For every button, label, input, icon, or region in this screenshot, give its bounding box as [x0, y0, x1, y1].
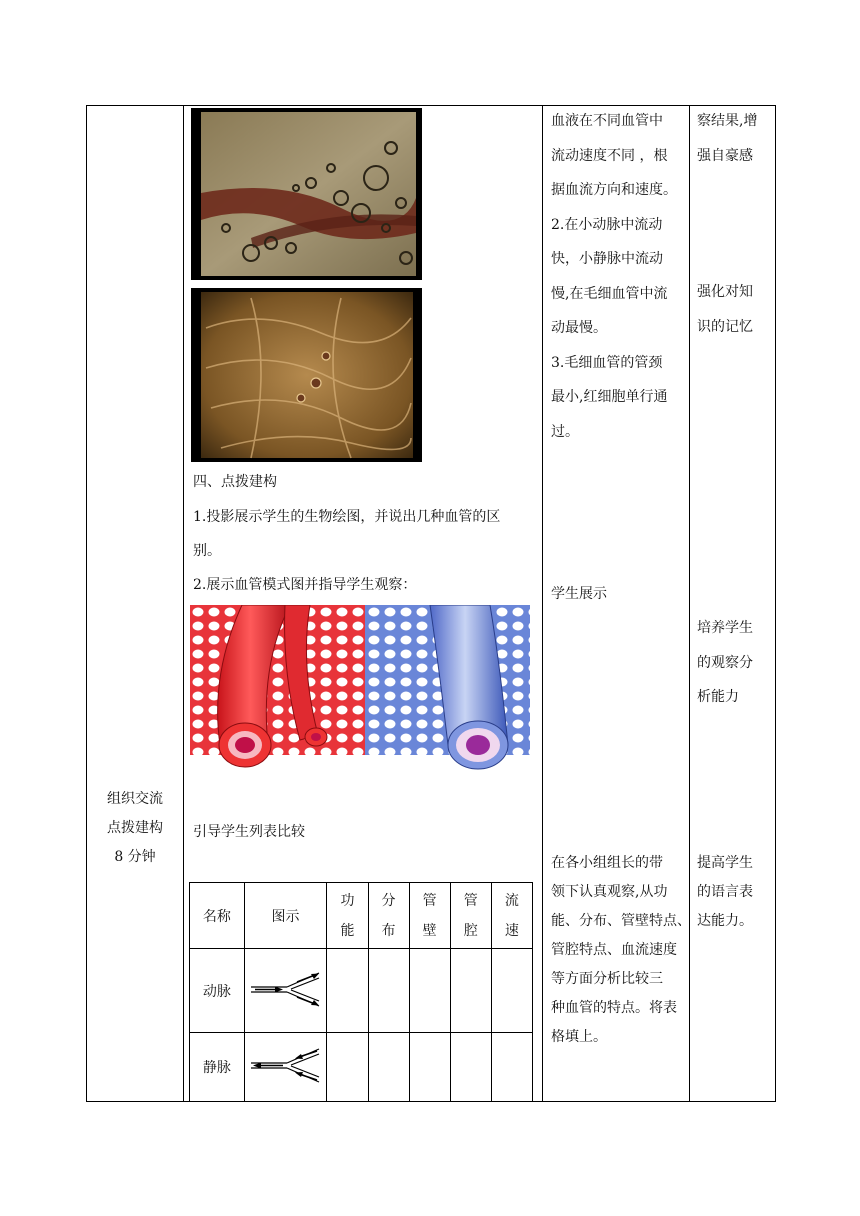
table-cell: [368, 949, 409, 1033]
text-line: 强自豪感: [697, 147, 753, 164]
intent-block-2: [697, 275, 753, 344]
intent-block-4: [697, 849, 753, 936]
header-function: [327, 883, 368, 949]
header-wall-c2: 壁: [422, 922, 437, 939]
header-function-c2: 能: [340, 922, 355, 939]
header-function-c1: 功: [340, 892, 355, 909]
text-line: 动最慢。: [551, 320, 607, 336]
text-line: 析能力: [697, 689, 739, 705]
stage-line-3: 8 分钟: [114, 849, 156, 865]
stage-line-2: 点拨建构: [107, 820, 163, 836]
item2: 2.展示血管模式图并指导学生观察：: [193, 577, 417, 593]
blood-vessel-model-diagram: [190, 605, 530, 773]
table-row: [190, 949, 533, 1033]
text-line: 慢,在毛细血管中流: [551, 285, 668, 302]
text-line: 培养学生: [697, 620, 753, 636]
text-line: 据血流方向和速度。: [551, 182, 677, 198]
text-line: 过。: [551, 423, 579, 440]
stage-line-1: 组织交流: [107, 791, 163, 807]
table-cell: [409, 949, 450, 1033]
student-activity-block-1: [551, 104, 677, 449]
table-cell: [368, 1033, 409, 1102]
table-cell: [491, 1033, 532, 1102]
micrograph-capillary: [191, 288, 422, 462]
header-wall-c1: 管: [422, 892, 437, 909]
text-line: 强化对知: [697, 284, 753, 300]
row-artery-name: 动脉: [190, 949, 245, 1033]
header-flow-speed-c1: 流: [504, 892, 519, 909]
text-line: 流动速度不同 ，根: [551, 147, 668, 164]
table-row: [190, 883, 533, 949]
column-divider-2: [542, 105, 543, 1102]
header-wall: [409, 883, 450, 949]
comparison-table: [189, 882, 533, 1102]
text-line: 2.在小动脉中流动: [551, 216, 663, 233]
student-activity-block-2: 学生展示: [551, 586, 607, 602]
header-lumen-c1: 管: [463, 892, 478, 909]
student-activity-block-3: [551, 849, 691, 1052]
artery-branch-icon: [249, 967, 323, 1011]
text-line: 能、分布、管壁特点、: [551, 913, 691, 929]
text-line: 3.毛细血管的管颈: [551, 354, 663, 371]
table-row: [190, 1033, 533, 1102]
header-figure: 图示: [244, 883, 327, 949]
text-line: 血液在不同血管中: [551, 113, 663, 129]
table-cell: [409, 1033, 450, 1102]
text-line: 达能力。: [697, 913, 753, 929]
vein-figure: [244, 1033, 327, 1102]
header-distribution: [368, 883, 409, 949]
intent-block-3: [697, 611, 753, 715]
text-line: 快，小静脉中流动: [551, 251, 663, 267]
header-flow-speed-c2: 速: [504, 922, 519, 939]
text-line: 种血管的特点。将表: [551, 1000, 677, 1016]
text-line: 的语言表: [697, 884, 753, 900]
text-line: 最小,红细胞单行通: [551, 389, 668, 405]
text-line: 识的记忆: [697, 318, 753, 335]
intent-block-1: [697, 104, 757, 173]
table-cell: [491, 949, 532, 1033]
stage-label: [87, 785, 183, 872]
artery-figure: [244, 949, 327, 1033]
header-lumen: [450, 883, 491, 949]
table-cell: [327, 1033, 368, 1102]
table-cell: [327, 949, 368, 1033]
column-divider-1: [183, 105, 184, 1102]
item1-line2: 别。: [193, 543, 221, 559]
text-line: 的观察分: [697, 654, 753, 671]
header-lumen-c2: 腔: [463, 922, 478, 939]
text-line: 管腔特点、血流速度: [551, 942, 677, 958]
text-line: 等方面分析比较三: [551, 971, 663, 987]
text-line: 格填上。: [551, 1029, 607, 1045]
header-distribution-c1: 分: [381, 892, 396, 909]
text-line: 提高学生: [697, 855, 753, 871]
table-left-border: [86, 105, 87, 1102]
header-name: 名称: [190, 883, 245, 949]
item1-line1: 1.投影展示学生的生物绘图，并说出几种血管的区: [193, 509, 501, 525]
table-cell: [450, 949, 491, 1033]
guide-text: 引导学生列表比较: [193, 824, 305, 840]
micrograph-blood-flow: [191, 108, 422, 280]
text-line: 领下认真观察,从功: [551, 884, 668, 900]
section-title: 四、点拨建构: [193, 474, 277, 490]
header-distribution-c2: 布: [381, 922, 396, 939]
row-vein-name: 静脉: [190, 1033, 245, 1102]
table-cell: [450, 1033, 491, 1102]
vein-branch-icon: [249, 1043, 323, 1087]
table-right-border: [775, 105, 776, 1102]
text-line: 在各小组组长的带: [551, 855, 663, 871]
text-line: 察结果,增: [697, 113, 758, 129]
header-flow-speed: [491, 883, 532, 949]
